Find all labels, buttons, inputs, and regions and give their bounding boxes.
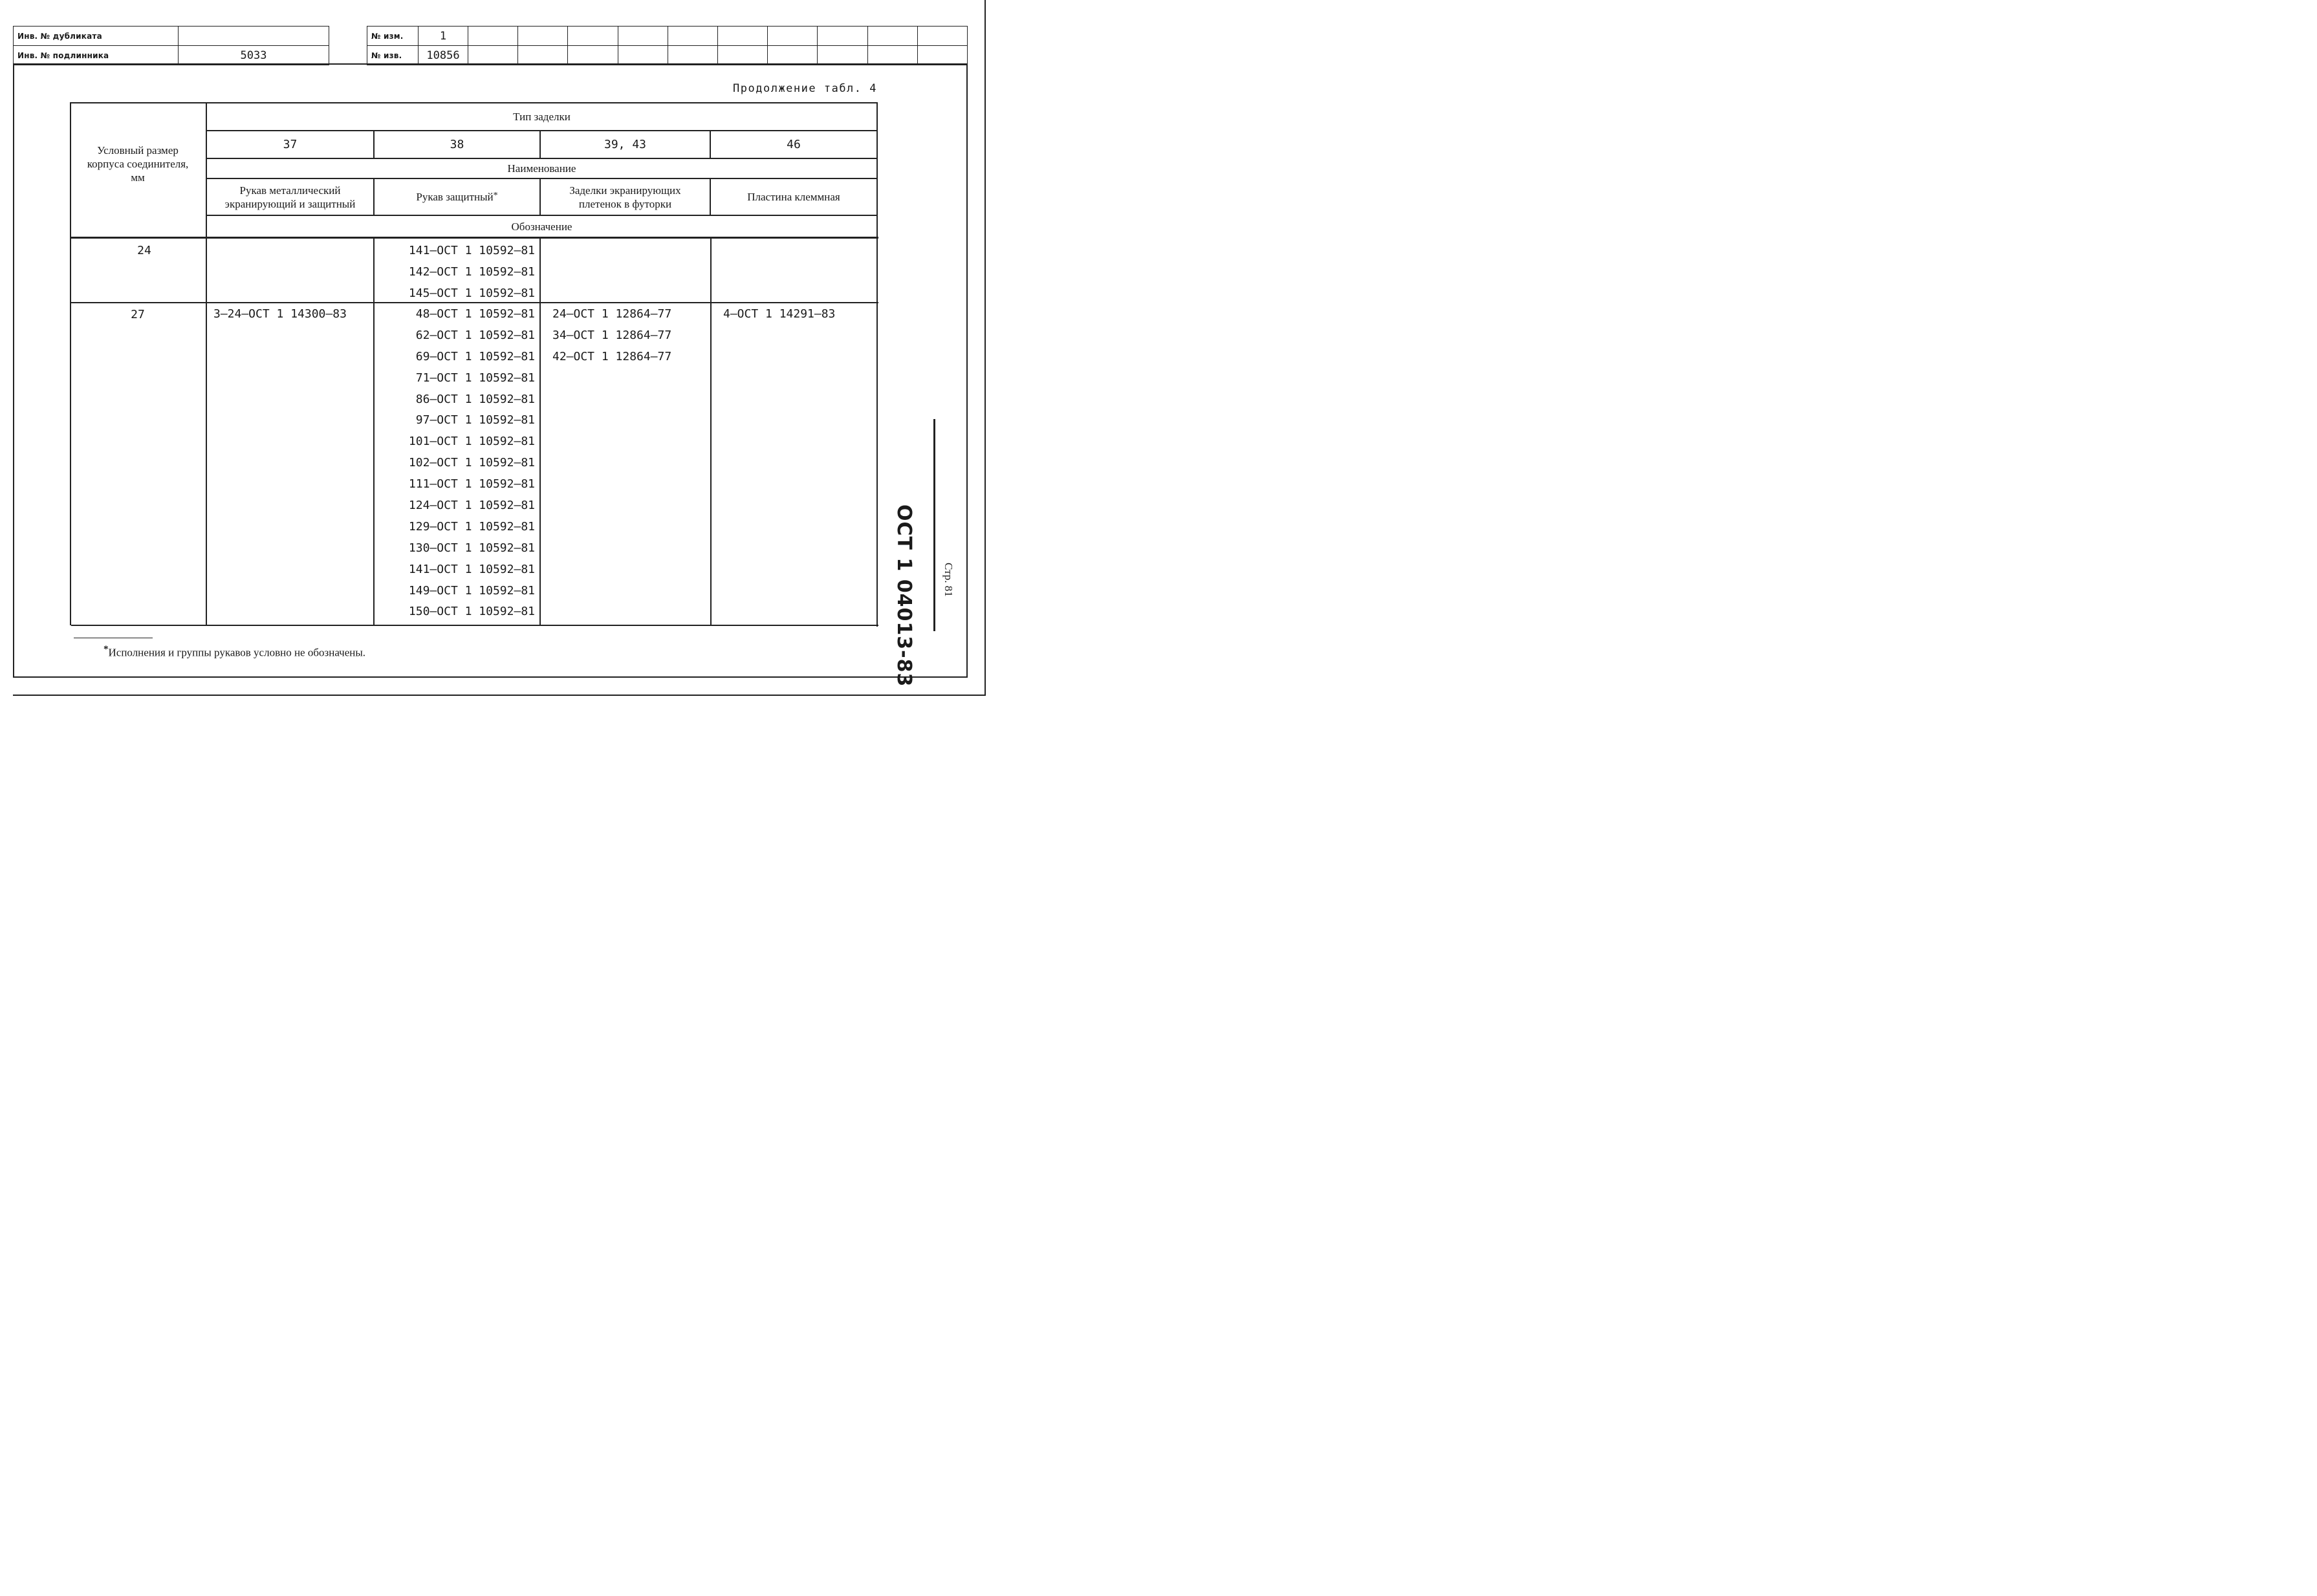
notice-label: № изв. bbox=[371, 50, 402, 60]
row-27-size: 27 bbox=[131, 307, 145, 321]
designation-item: 145–ОСТ 1 10592–81 bbox=[408, 286, 535, 300]
col-name-37: Рукав металлический экранирующий и защитный bbox=[224, 184, 356, 210]
designation-item: 129–ОСТ 1 10592–81 bbox=[408, 519, 535, 534]
naming-header: Наименование bbox=[507, 162, 576, 175]
revision-grid-cell bbox=[917, 45, 968, 65]
row-27-col39-list bbox=[552, 304, 708, 368]
orig-value-cell bbox=[178, 45, 329, 65]
revision-grid-cell bbox=[668, 45, 718, 65]
revision-grid-cell bbox=[867, 45, 918, 65]
designation-item: 142–ОСТ 1 10592–81 bbox=[408, 264, 535, 279]
table-right-line bbox=[876, 102, 878, 627]
dup-value-cell bbox=[178, 26, 329, 46]
revision-grid-cell bbox=[867, 26, 918, 46]
designation-item: 3–24–ОСТ 1 14300–83 bbox=[213, 307, 347, 321]
col-type-39-43: 39, 43 bbox=[604, 138, 647, 151]
col-line-39-46-body bbox=[710, 237, 712, 625]
notice-value: 10856 bbox=[426, 49, 460, 62]
revision-grid-cell bbox=[717, 45, 768, 65]
footnote-text: Исполнения и группы рукавов условно не обозначены. bbox=[108, 646, 366, 659]
table-bottom-line bbox=[71, 625, 878, 626]
designation-item: 4–ОСТ 1 14291–83 bbox=[723, 307, 836, 321]
continuation-caption: Продолжение табл. 4 bbox=[733, 82, 877, 95]
col-type-38: 38 bbox=[450, 138, 464, 151]
col-name-38-text: Рукав защитный bbox=[416, 191, 494, 203]
footnote-mark: * bbox=[103, 644, 109, 654]
col-line-37-38-body bbox=[373, 237, 375, 625]
change-label: № изм. bbox=[371, 31, 404, 41]
orig-label-cell bbox=[13, 45, 179, 65]
row-24-size: 24 bbox=[137, 243, 151, 257]
revision-grid-cell bbox=[668, 26, 718, 46]
designation-item: 69–ОСТ 1 10592–81 bbox=[415, 349, 535, 363]
designation-item: 86–ОСТ 1 10592–81 bbox=[415, 392, 535, 406]
page-number: Стр. 81 bbox=[942, 563, 955, 597]
col-type-37: 37 bbox=[283, 138, 298, 151]
revision-grid-cell bbox=[468, 45, 518, 65]
revision-grid-cell bbox=[917, 26, 968, 46]
revision-grid-cell bbox=[717, 26, 768, 46]
revision-grid-cell bbox=[618, 26, 668, 46]
notice-label-cell bbox=[367, 45, 419, 65]
col-name-39-43: Заделки экранирующих плетенок в футорки bbox=[569, 184, 681, 210]
col-name-38 bbox=[375, 179, 539, 215]
notice-value-cell bbox=[418, 45, 468, 65]
row-27-col46-list bbox=[723, 304, 875, 325]
revision-grid-cell bbox=[567, 26, 618, 46]
designation-item: 24–ОСТ 1 12864–77 bbox=[552, 307, 672, 321]
dup-label-cell bbox=[13, 26, 179, 46]
designation-item: 62–ОСТ 1 10592–81 bbox=[415, 328, 535, 342]
row-27-col37-list bbox=[213, 304, 372, 325]
revision-grid-cell bbox=[817, 45, 867, 65]
col-line-38-39-body bbox=[539, 237, 541, 625]
page-bottom-border bbox=[13, 695, 986, 696]
revision-grid-cell bbox=[817, 26, 867, 46]
row-27-col38-list bbox=[376, 304, 535, 623]
designation-item: 124–ОСТ 1 10592–81 bbox=[408, 499, 535, 513]
designation-item: 150–ОСТ 1 10592–81 bbox=[408, 605, 535, 619]
row-header: Условный размер корпуса соединителя, мм bbox=[87, 144, 189, 184]
designation-item: 111–ОСТ 1 10592–81 bbox=[408, 477, 535, 491]
row-24-col38-list bbox=[376, 241, 535, 305]
dup-label: Инв. № дубликата bbox=[17, 31, 102, 41]
change-value: 1 bbox=[439, 29, 447, 43]
orig-value: 5033 bbox=[240, 49, 267, 62]
designation-item: 34–ОСТ 1 12864–77 bbox=[552, 328, 672, 342]
revision-grid-cell bbox=[517, 26, 568, 46]
designation-item: 71–ОСТ 1 10592–81 bbox=[415, 371, 535, 385]
designation-item: 97–ОСТ 1 10592–81 bbox=[415, 413, 535, 427]
revision-grid-cell bbox=[517, 45, 568, 65]
designation-item: 101–ОСТ 1 10592–81 bbox=[408, 435, 535, 449]
col-type-46: 46 bbox=[787, 138, 801, 151]
designation-item: 102–ОСТ 1 10592–81 bbox=[408, 456, 535, 470]
group-header: Тип заделки bbox=[513, 111, 571, 123]
designation-header: Обозначение bbox=[511, 220, 572, 233]
designation-item: 141–ОСТ 1 10592–81 bbox=[408, 244, 535, 257]
table-header-bottom-line bbox=[70, 237, 878, 239]
orig-label: Инв. № подлинника bbox=[17, 50, 109, 60]
revision-grid-cell bbox=[767, 45, 818, 65]
designation-item: 48–ОСТ 1 10592–81 bbox=[415, 307, 535, 321]
revision-grid-cell bbox=[767, 26, 818, 46]
revision-grid-cell bbox=[468, 26, 518, 46]
designation-item: 42–ОСТ 1 12864–77 bbox=[552, 349, 672, 363]
change-label-cell bbox=[367, 26, 419, 46]
revision-grid-cell bbox=[567, 45, 618, 65]
col-name-38-mark: * bbox=[493, 191, 498, 200]
designation-item: 130–ОСТ 1 10592–81 bbox=[408, 541, 535, 555]
side-code-rule bbox=[933, 419, 935, 631]
page-right-border bbox=[984, 0, 986, 695]
col-name-46: Пластина клеммная bbox=[747, 191, 840, 203]
change-value-cell bbox=[418, 26, 468, 46]
footnote bbox=[103, 644, 517, 660]
document-code: ОСТ 1 04013-83 bbox=[893, 504, 916, 687]
designation-item: 149–ОСТ 1 10592–81 bbox=[408, 583, 535, 598]
revision-grid-cell bbox=[618, 45, 668, 65]
designation-item: 141–ОСТ 1 10592–81 bbox=[408, 562, 535, 576]
